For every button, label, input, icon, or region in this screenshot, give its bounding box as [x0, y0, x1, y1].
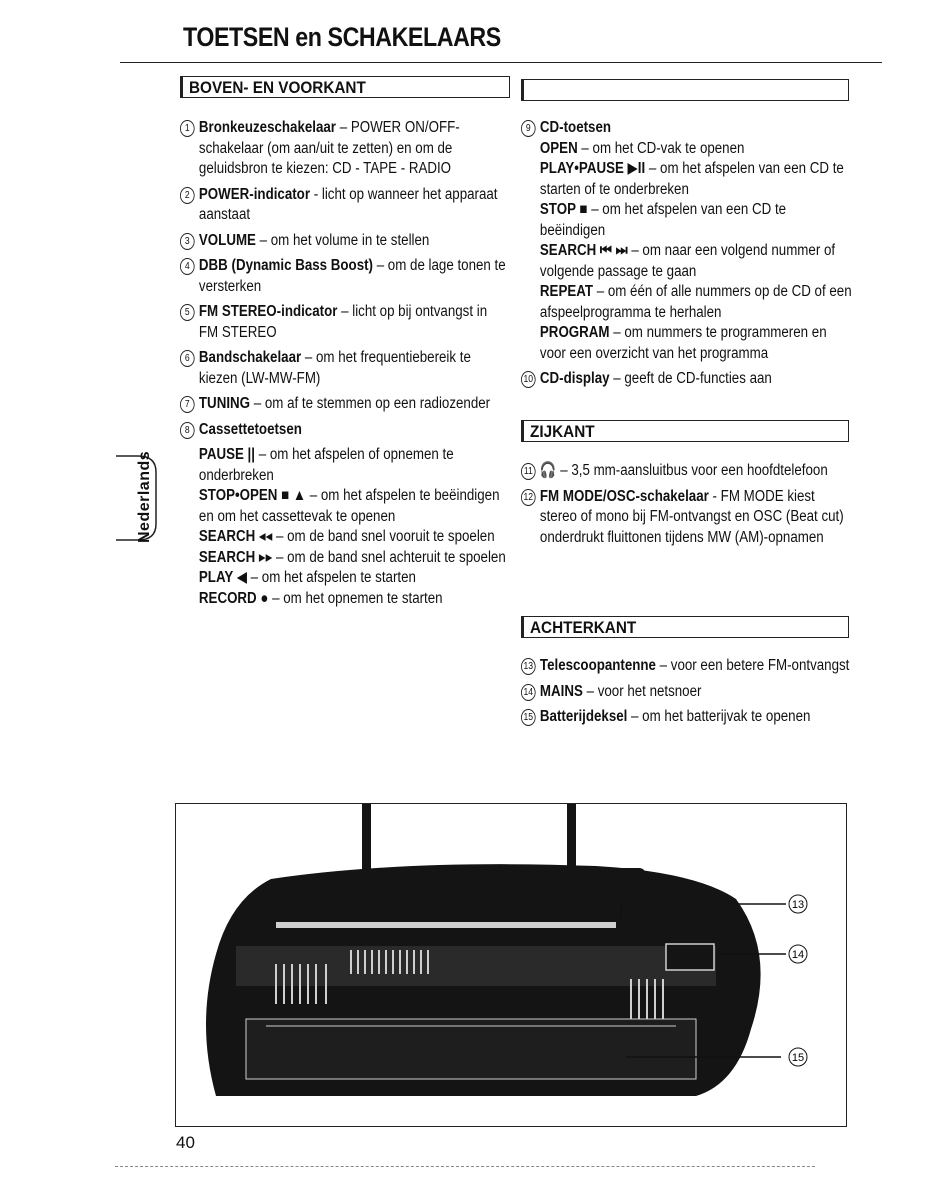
- side-column: [521, 461, 853, 553]
- item-term: Telescoopantenne: [539, 657, 656, 674]
- item-term: POWER-indicator: [198, 185, 311, 203]
- left-list: [180, 118, 509, 609]
- list-item: [521, 461, 852, 482]
- list-item: [180, 568, 509, 589]
- item-term: FM STEREO-indicator: [198, 303, 338, 320]
- item-term: PROGRAM: [539, 324, 610, 341]
- item-term: STOP•OPEN ■ ▲: [198, 487, 307, 504]
- list-item: [521, 682, 852, 703]
- cd-title: CD-toetsen: [539, 119, 612, 136]
- item-description: – voor een betere FM-ontvangst: [655, 657, 850, 674]
- item-description: – om het afspelen te beëindigen en om het cassettevak te openen: [198, 487, 500, 525]
- item-number-badge: 2: [180, 187, 195, 204]
- item-description: – geeft de CD-functies aan: [609, 370, 772, 387]
- item-term: Bandschakelaar: [198, 349, 302, 366]
- list-item: [180, 527, 509, 548]
- list-item: [180, 486, 509, 527]
- item-term: SEARCH ⏮ ⏭: [539, 242, 628, 259]
- item-number-badge: 7: [180, 396, 195, 413]
- bottom-rule: [115, 1166, 815, 1167]
- list-item: [521, 241, 852, 282]
- item-description: – om naar een volgend nummer of volgende passage te gaan: [539, 242, 836, 280]
- item-term: STOP ■: [539, 201, 588, 218]
- device-illustration: [175, 803, 847, 1127]
- item-description: – om het batterijvak te openen: [627, 708, 811, 725]
- title-rule: [120, 62, 882, 63]
- item-description: – om het afspelen of opnemen te onderbreken: [198, 446, 454, 484]
- item-description: – om het frequentiebereik te kiezen (LW-MW-FM): [198, 349, 471, 387]
- item-description: – om het CD-vak te openen: [577, 139, 745, 157]
- callout-13-label: 13: [791, 899, 805, 911]
- item-description: – licht op bij ontvangst in FM STEREO: [198, 303, 488, 341]
- right-column: [521, 118, 853, 395]
- item-number-badge: 3: [180, 233, 195, 250]
- item-number-badge: 15: [521, 709, 536, 726]
- item-number-badge: 10: [521, 371, 536, 388]
- item-description: - FM MODE kiest stereo of mono bij FM-ontvangst en OSC (Beat cut) onderdrukt fluittonen tijdens MW (AM)-opnamen: [539, 487, 844, 546]
- list-item: [521, 200, 852, 241]
- callout-14: [789, 945, 807, 963]
- item-term: SEARCH ◂◂: [198, 528, 273, 545]
- callout-14-label: 14: [791, 949, 805, 961]
- item-description: – om het volume in te stellen: [255, 231, 430, 249]
- item-description: – om het afspelen te starten: [246, 569, 416, 586]
- list-item: [180, 348, 509, 389]
- item-term: TUNING: [198, 395, 251, 412]
- cd-list: [521, 118, 852, 390]
- section-back-label: ACHTERKANT: [530, 618, 637, 637]
- list-item: [180, 394, 509, 415]
- item-number-badge: 5: [180, 304, 195, 321]
- item-term: RECORD ●: [198, 589, 269, 607]
- item-description: – om de band snel vooruit te spoelen: [272, 528, 495, 545]
- section-back-header: [521, 616, 849, 638]
- list-item: [180, 231, 509, 252]
- item-term: PLAY•PAUSE ▶II: [539, 160, 646, 177]
- list-item: [521, 159, 852, 200]
- item-number-badge: 14: [521, 684, 536, 701]
- list-item: [180, 118, 509, 180]
- item-number-badge: 9: [521, 120, 536, 137]
- item-term: PAUSE ||: [198, 446, 256, 463]
- item-number-badge: 8: [180, 422, 195, 439]
- back-column: [521, 656, 853, 733]
- item-term: Cassettetoetsen: [198, 420, 302, 438]
- item-number-badge: 11: [521, 463, 536, 480]
- item-description: – POWER ON/OFF-schakelaar (om aan/uit te zetten) en om de geluidsbron te kiezen: CD - TAPE - RADIO: [198, 119, 460, 177]
- item-term: Batterijdeksel: [539, 708, 628, 725]
- item-description: – om het opnemen te starten: [268, 589, 443, 607]
- item-description: – voor het netsnoer: [582, 682, 702, 700]
- item-term: PLAY ◀: [198, 569, 247, 586]
- item-term: SEARCH ▸▸: [198, 548, 273, 566]
- list-item: [180, 445, 509, 486]
- section-side-header: [521, 420, 849, 442]
- item-description: – om de lage tonen te versterken: [198, 257, 506, 295]
- list-item: [521, 369, 852, 390]
- item-number-badge: 1: [180, 120, 195, 137]
- list-item: [521, 323, 852, 364]
- item-number-badge: 4: [180, 258, 195, 275]
- page-number: 40: [176, 1133, 195, 1152]
- handle-knob: [616, 868, 646, 882]
- list-item: [521, 656, 852, 677]
- back-list: [521, 656, 852, 728]
- item-term: VOLUME: [198, 231, 256, 249]
- section-front-label: BOVEN- EN VOORKANT: [189, 78, 366, 97]
- list-item: [180, 256, 509, 297]
- item-term: MAINS: [539, 682, 583, 700]
- item-term: DBB (Dynamic Bass Boost): [198, 257, 373, 274]
- list-item: [521, 487, 852, 549]
- item-term: FM MODE/OSC-schakelaar: [539, 487, 709, 505]
- item-description: – om het afspelen van een CD te starten of te onderbreken: [539, 160, 844, 198]
- list-item: [180, 420, 509, 441]
- section-side-label: ZIJKANT: [530, 422, 595, 441]
- item-term: OPEN: [539, 139, 578, 157]
- item-term: REPEAT: [539, 283, 594, 300]
- page-title: TOETSEN en SCHAKELAARS: [183, 22, 501, 52]
- item-term: Bronkeuzeschakelaar: [198, 119, 336, 136]
- item-description: – om af te stemmen op een radiozender: [250, 395, 491, 412]
- section-cd-header-empty: [521, 79, 849, 101]
- callout-13: [789, 895, 807, 913]
- side-list: [521, 461, 852, 548]
- list-item: [180, 185, 509, 226]
- item-description: - licht op wanneer het apparaat aanstaat: [198, 185, 498, 223]
- left-column: [180, 118, 510, 609]
- top-strip: [276, 922, 616, 928]
- list-item: [180, 302, 509, 343]
- callout-15-label: 15: [791, 1052, 805, 1064]
- item-number-badge: 6: [180, 350, 195, 367]
- cd-group-title: [521, 118, 852, 139]
- language-tab-label: Nederlands: [136, 450, 153, 543]
- item-description: 🎧 – 3,5 mm-aansluitbus voor een hoofdtelefoon: [539, 462, 828, 479]
- item-description: – om het afspelen van een CD te beëindigen: [539, 201, 787, 239]
- callout-15: [789, 1048, 807, 1066]
- list-item: [521, 282, 852, 323]
- item-number-badge: 13: [521, 658, 536, 675]
- device-back-view: [176, 804, 847, 1127]
- list-item: [180, 548, 509, 569]
- mains-socket: [666, 944, 714, 970]
- list-item: [521, 707, 852, 728]
- item-description: – om de band snel achteruit te spoelen: [272, 548, 506, 566]
- item-description: – om nummers te programmeren en voor een overzicht van het programma: [539, 324, 827, 362]
- battery-cover: [246, 1019, 696, 1079]
- list-item: [180, 589, 509, 610]
- item-description: – om één of alle nummers op de CD of een afspeelprogramma te herhalen: [539, 283, 852, 321]
- item-number-badge: 12: [521, 489, 536, 506]
- section-front-header: [180, 76, 510, 98]
- item-term: CD-display: [539, 370, 610, 387]
- list-item: [521, 139, 852, 160]
